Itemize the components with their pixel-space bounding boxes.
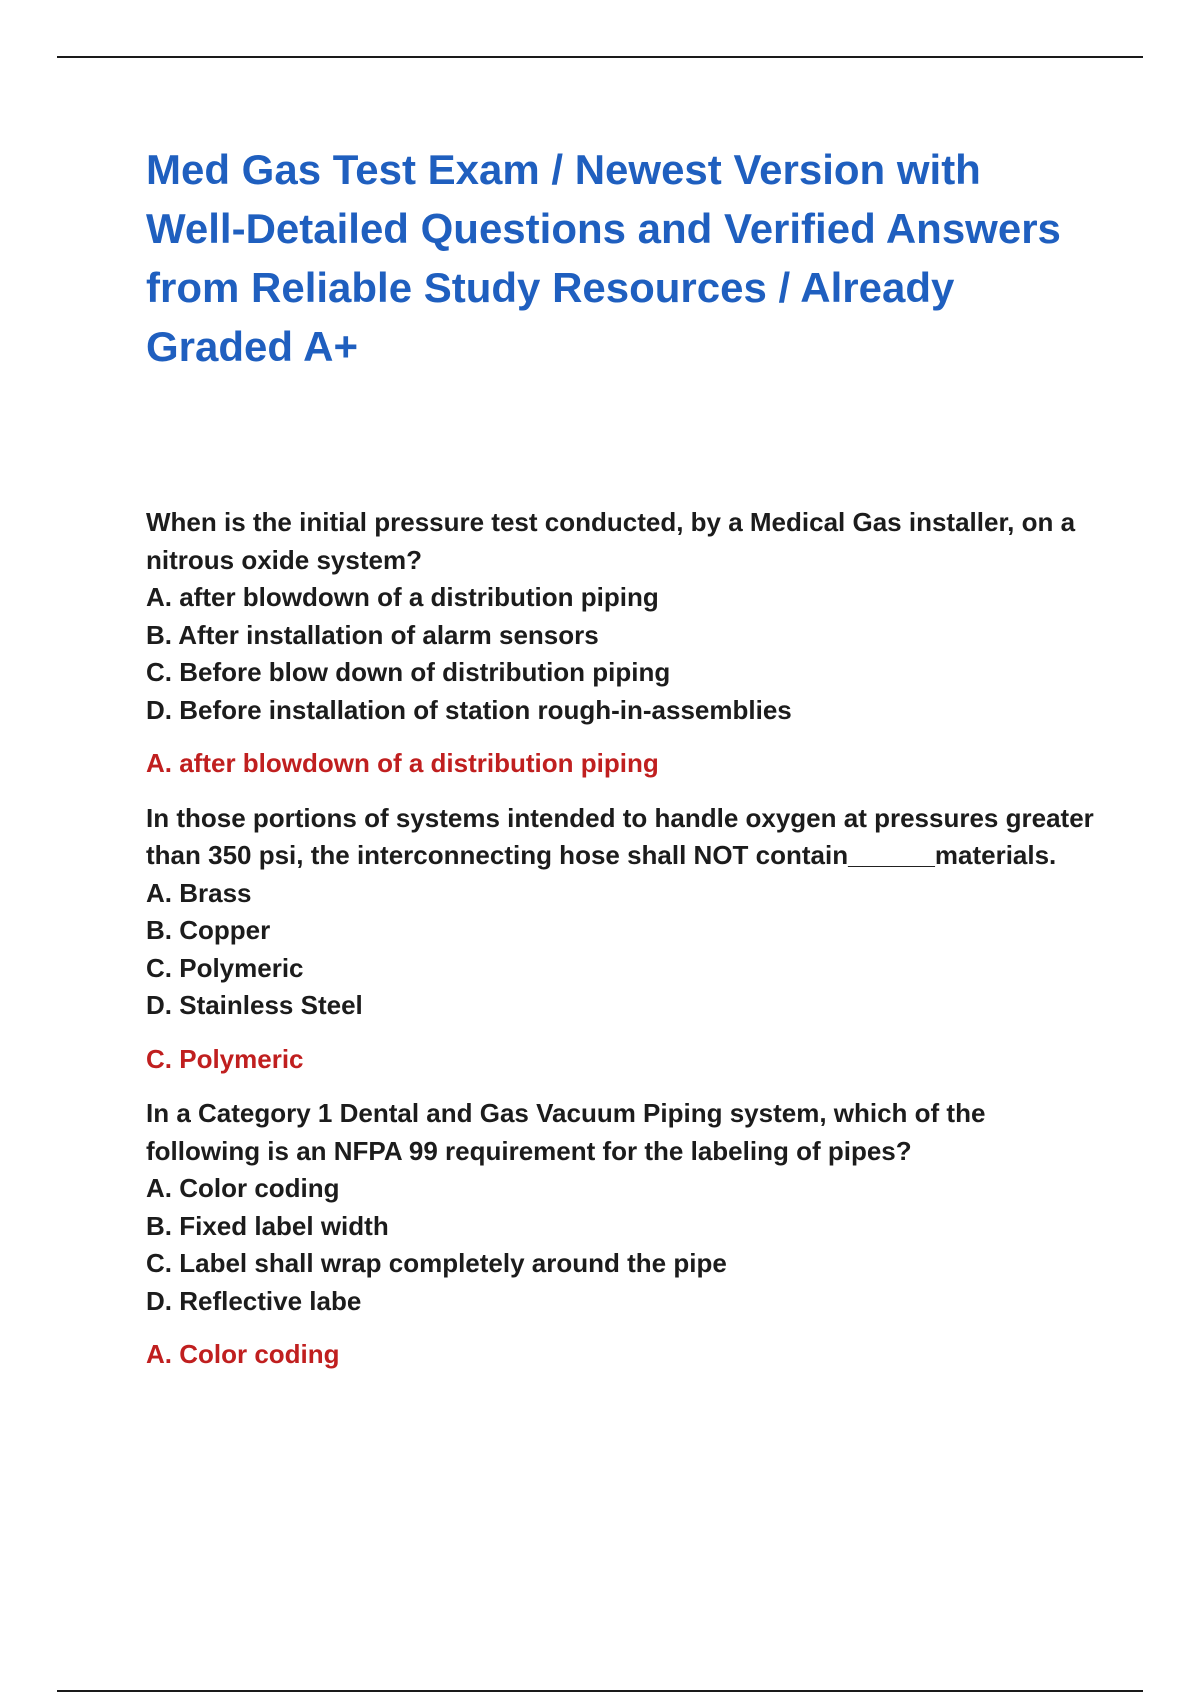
option-list bbox=[146, 1170, 1106, 1320]
document-title: Med Gas Test Exam / Newest Version with Well-Detailed Questions and Verified Answers from Reliable Study Resources / Already Graded A+ bbox=[146, 146, 1061, 370]
question-text: When is the initial pressure test conducted, by a Medical Gas installer, on a nitrous oxide system? bbox=[146, 507, 1076, 575]
top-divider bbox=[57, 56, 1143, 58]
question-list bbox=[146, 504, 1106, 1374]
question-1 bbox=[146, 504, 1106, 783]
option-list bbox=[146, 875, 1106, 1025]
option-d: D. Stainless Steel bbox=[146, 990, 363, 1020]
option-d: D. Before installation of station rough-in-assemblies bbox=[146, 694, 792, 725]
option-c: C. Label shall wrap completely around the pipe bbox=[146, 1248, 727, 1278]
document-body bbox=[146, 140, 1106, 1391]
option-c: C. Before blow down of distribution piping bbox=[146, 657, 671, 687]
option-a: A. after blowdown of a distribution piping bbox=[146, 582, 659, 612]
option-d: D. Reflective labe bbox=[146, 1285, 362, 1316]
question-3 bbox=[146, 1095, 1106, 1374]
option-b: B. Fixed label width bbox=[146, 1210, 389, 1241]
option-a: A. Brass bbox=[146, 877, 252, 908]
option-c: C. Polymeric bbox=[146, 952, 304, 983]
option-a: A. Color coding bbox=[146, 1173, 340, 1203]
answer-text: C. Polymeric bbox=[146, 1043, 304, 1074]
question-text: In a Category 1 Dental and Gas Vacuum Piping system, which of the following is an NFPA 99 requirement for the labeling of pipes? bbox=[146, 1098, 986, 1166]
question-text: In those portions of systems intended to handle oxygen at pressures greater than 350 psi, the interconnecting hose shall NOT contain______materials. bbox=[146, 802, 1094, 870]
bottom-divider bbox=[57, 1690, 1143, 1692]
option-b: B. After installation of alarm sensors bbox=[146, 619, 599, 650]
option-list bbox=[146, 579, 1106, 729]
option-b: B. Copper bbox=[146, 915, 271, 945]
answer-text: A. after blowdown of a distribution piping bbox=[146, 748, 659, 778]
answer-text: A. Color coding bbox=[146, 1339, 340, 1369]
question-2 bbox=[146, 800, 1106, 1079]
